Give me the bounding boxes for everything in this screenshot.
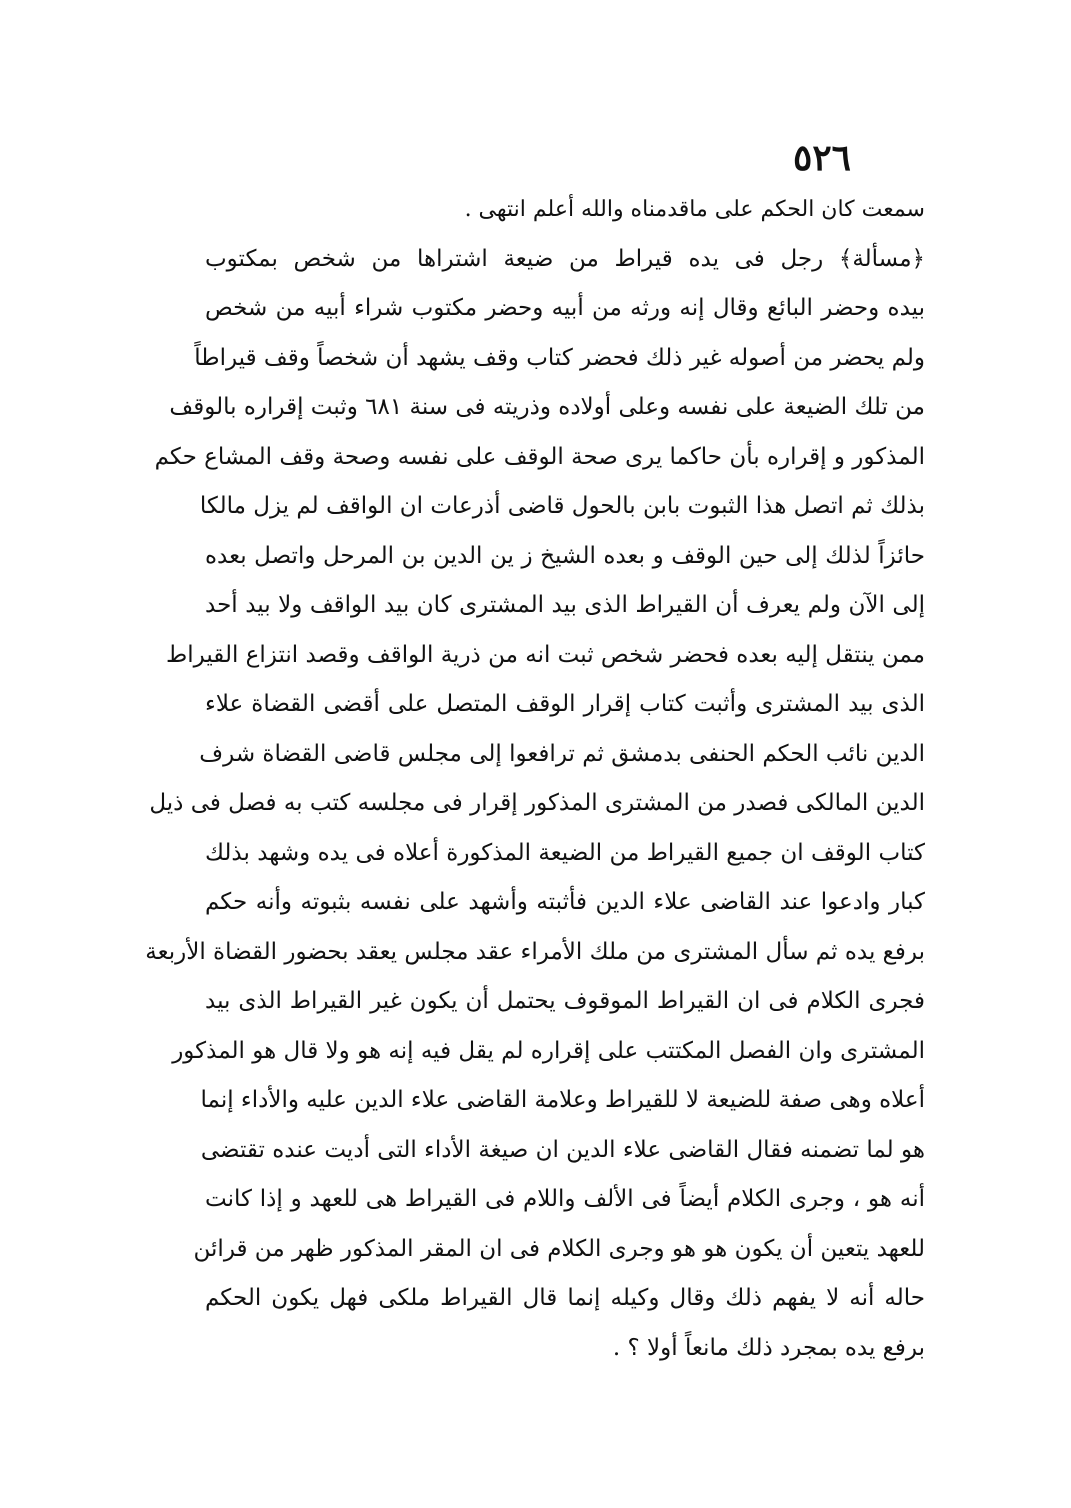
text-line-20: هو لما تضمنه فقال القاضى علاء الدين ان صيغة الأداء التى أديت عنده تقتضى	[200, 1136, 925, 1163]
text-line-4: ولم يحضر من أصوله غير ذلك فحضر كتاب وقف يشهد أن شخصاً وقف قيراطاً	[194, 344, 925, 371]
text-line-2: ﴿مسألة﴾ رجل فى يده قيراط من ضيعة اشتراها من شخص بمكتوب	[205, 245, 925, 272]
text-line-8: حائزاً لذلك إلى حين الوقف و بعده الشيخ ز ين الدين بن المرحل واتصل بعده	[205, 542, 925, 569]
body-text	[145, 185, 925, 1373]
text-line-18: المشترى وان الفصل المكتتب على إقراره لم يقل فيه إنه هو ولا قال هو المذكور	[172, 1037, 925, 1064]
text-line-24: برفع يده بمجرد ذلك مانعاً أولا ؟ .	[612, 1334, 925, 1361]
text-line-6: المذكور و إقراره بأن حاكما يرى صحة الوقف على نفسه وصحة وقف المشاع حكم	[154, 443, 925, 470]
text-line-9: إلى الآن ولم يعرف أن القيراط الذى بيد المشترى كان بيد الواقف ولا بيد أحد	[205, 592, 925, 618]
text-line-21: أنه هو ، وجرى الكلام أيضاً فى الألف واللام فى القيراط هى للعهد و إذا كانت	[205, 1186, 925, 1212]
text-line-1: سمعت كان الحكم على ماقدمناه والله أعلم انتهى .	[464, 197, 925, 222]
text-line-22: للعهد يتعين أن يكون هو هو وجرى الكلام فى ان المقر المذكور ظهر من قرائن	[193, 1235, 925, 1262]
text-line-15: كبار وادعوا عند القاضى علاء الدين فأثبته وأشهد على نفسه بثبوته وأنه حكم	[205, 889, 925, 915]
text-line-10: ممن ينتقل إليه بعده فحضر شخص ثبت انه من ذرية الواقف وقصد انتزاع القيراط	[166, 641, 925, 668]
text-line-19: أعلاه وهى صفة للضيعة لا للقيراط وعلامة القاضى علاء الدين عليه والأداء إنما	[200, 1087, 925, 1113]
text-line-14: كتاب الوقف ان جميع القيراط من الضيعة المذكورة أعلاه فى يده وشهد بذلك	[205, 839, 925, 866]
text-line-23: حاله أنه لا يفهم ذلك وقال وكيله إنما قال القيراط ملكى فهل يكون الحكم	[205, 1285, 925, 1311]
text-line-16: برفع يده ثم سأل المشترى من ملك الأمراء عقد مجلس يعقد بحضور القضاة الأربعة	[145, 938, 925, 965]
text-line-3: بيده وحضر البائع وقال إنه ورثه من أبيه وحضر مكتوب شراء أبيه من شخص	[205, 295, 925, 321]
text-line-5: من تلك الضيعة على نفسه وعلى أولاده وذريته فى سنة ٦٨١ وثبت إقراره بالوقف	[169, 394, 925, 420]
text-line-13: الدين المالكى فصدر من المشترى المذكور إقرار فى مجلسه كتب به فصل فى ذيل	[149, 790, 925, 816]
text-line-17: فجرى الكلام فى ان القيراط الموقوف يحتمل أن يكون غير القيراط الذى بيد	[205, 988, 925, 1014]
text-line-7: بذلك ثم اتصل هذا الثبوت بابن بالحول قاضى أذرعات ان الواقف لم يزل مالكا	[199, 493, 925, 519]
text-line-12: الدين نائب الحكم الحنفى بدمشق ثم ترافعوا إلى مجلس قاضى القضاة شرف	[199, 740, 925, 767]
text-line-11: الذى بيد المشترى وأثبت كتاب إقرار الوقف المتصل على أقضى القضاة علاء	[205, 691, 925, 717]
page-number: ٥٢٦	[792, 137, 851, 179]
